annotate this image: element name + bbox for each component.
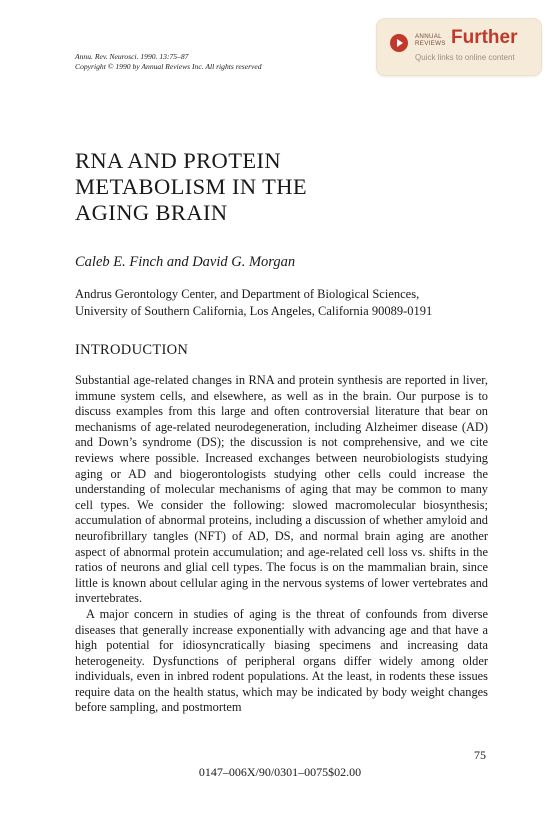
author-affiliation: [75, 286, 495, 320]
article-title: [75, 148, 475, 226]
play-circle-icon: [390, 34, 408, 52]
page-number: 75: [474, 748, 486, 762]
article-code: 0147–006X/90/0301–0075$02.00: [198, 765, 362, 779]
further-links-badge[interactable]: [376, 18, 542, 76]
further-sublabel: Quick links to online content: [415, 53, 515, 62]
further-label: Further: [451, 27, 518, 48]
affiliation-line: Andrus Gerontology Center, and Department of Biological Sciences,: [75, 287, 420, 301]
section-body: [75, 373, 488, 716]
section-heading: INTRODUCTION: [75, 342, 189, 358]
title-line: METABOLISM IN THE: [75, 174, 308, 199]
affiliation-line: University of Southern California, Los Angeles, California 90089-0191: [75, 304, 433, 318]
journal-reference: Annu. Rev. Neurosci. 1990. 13:75–87: [75, 52, 189, 61]
copyright-notice: Copyright © 1990 by Annual Reviews Inc. All rights reserved: [75, 62, 262, 71]
body-paragraph: Substantial age-related changes in RNA and protein synthesis are reported in liver, immune system cells, and elsewhere, as well as in the brain. Our purpose is to discuss examples from this large and often controversial literature that bear on mechanisms of age-related neurodegeneration, including Alzheimer disease (AD) and Down’s syndrome (DS); the discussion is not comprehensive, and we cite reviews where possible. Increased exchanges between neurobiologists studying aging or AD and biogerontologists studying other cells could increase the understanding of molecular mechanisms of aging that may be common to many cell types. We consider the following: slowed macromolecular biosynthesis; accumulation of abnormal proteins, including a discussion of whether amyloid and neurofibrillary tangles (NFT) of AD, DS, and normal brain aging are another aspect of abnormal protein accumulation; and age-related cell loss vs. shifts in the ratios of neurons and glial cell types. The focus is on the mammalian brain, since little is known about cellular aging in the nervous systems of lower vertebrates and invertebrates.: [75, 373, 488, 606]
title-line: RNA AND PROTEIN: [75, 148, 282, 173]
publisher-name: ANNUAL REVIEWS: [415, 33, 446, 47]
journal-citation: [75, 52, 262, 72]
body-paragraph: A major concern in studies of aging is the threat of confounds from diverse diseases that generally increase exponentially with advancing age and that have a high potential for idiosyncratically biasing specimens and increasing data heterogeneity. Dysfunctions of peripheral organs differ widely among older individuals, even in inbred rodent populations. At the least, in rodents these issues require data on the health status, which may be indicated by body weight changes before sampling, and postmortem: [75, 606, 488, 715]
article-authors: Caleb E. Finch and David G. Morgan: [75, 254, 296, 270]
title-line: AGING BRAIN: [75, 200, 228, 225]
